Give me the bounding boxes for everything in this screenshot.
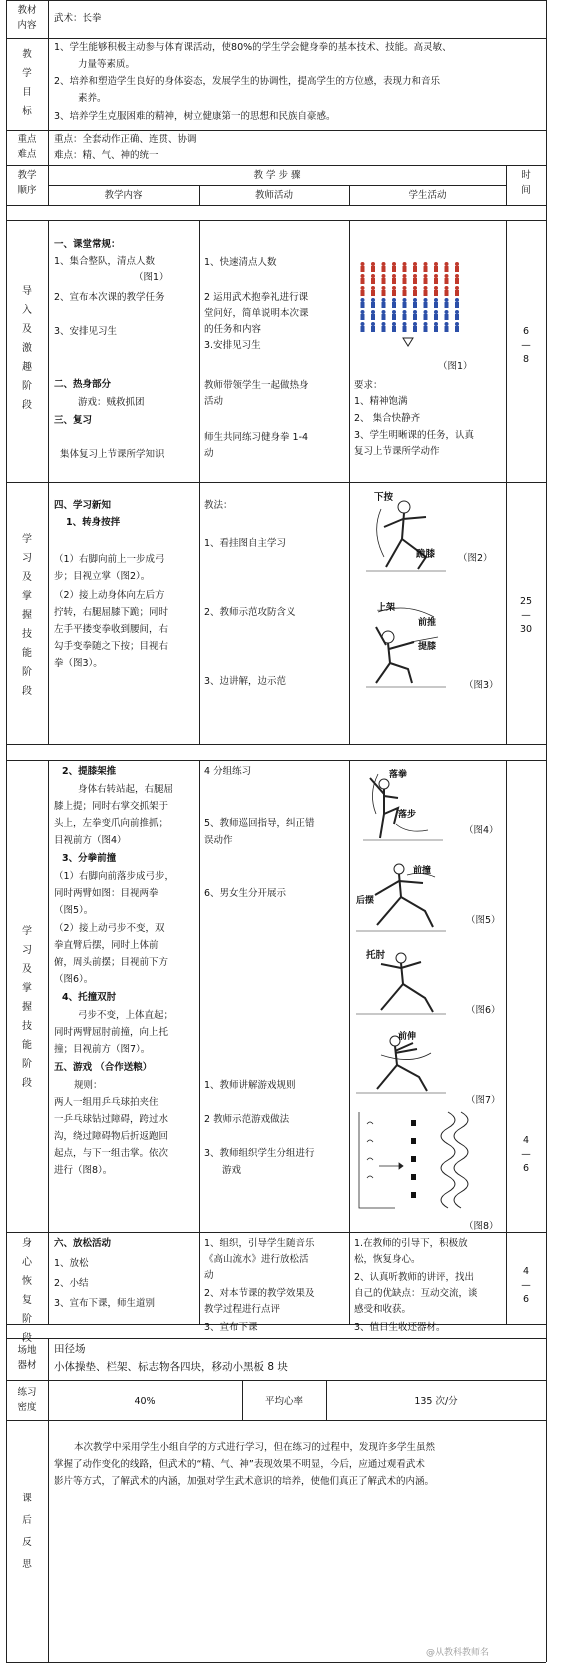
student-icon [371,262,375,266]
student-body [445,278,449,284]
objective-line: 1、学生能够积极主动参与体育课活动，使80%的学生学会健身拳的基本技术、技能。高灵敏、 [54,42,452,53]
content-line: 进行（图8）。 [54,1165,113,1176]
student-icon [403,298,407,302]
content-line: 同时两臂屈肘前撞，向上托 [54,1027,169,1038]
teacher-line: 4 分组练习 [204,766,252,777]
teacher-line: 5、教师巡回指导，纠正错 [204,818,315,829]
student-body [371,266,375,272]
student-body [382,278,386,284]
fig5-label: 前撞 [413,866,432,876]
teacher-line: 教法： [204,500,233,511]
student-body [445,290,449,296]
order-label: 教学 顺序 [17,170,37,196]
content-line: 3、分拳前撞 [62,853,117,864]
teacher-line: 误动作 [204,835,233,846]
teacher-line: 3、宣布下课 [204,1322,258,1333]
content-line: 膝上提；同时右掌交抓架于 [54,801,169,812]
col-content-header: 教学内容 [104,190,143,201]
student-line: 复习上节课所学动作 [354,446,440,457]
student-body [371,290,375,296]
student-icon [413,274,417,278]
game-layout-figure [353,1108,503,1218]
student-icon [434,298,438,302]
student-icon [392,286,396,290]
content-line: （2）接上动弓步不变，双 [54,923,165,934]
teacher-line: 2、对本节课的教学效果及 [204,1288,315,1299]
time-intro: 6 — 8 [521,326,531,365]
teacher-line: 1、快速清点人数 [204,257,277,268]
student-icon [424,298,428,302]
time-label: 时 间 [521,170,531,196]
student-icon [371,286,375,290]
formation-figure [356,258,466,348]
teacher-line: 教师带领学生一起做热身 [204,380,309,391]
student-body [403,302,407,308]
student-body [403,278,407,284]
student-icon [424,310,428,314]
content-line: 集体复习上节课所学知识 [60,449,165,460]
content-line: 2、小结 [54,1278,89,1289]
student-body [413,290,417,296]
student-line: 自己的优缺点：互动交流，谈 [354,1288,478,1299]
student-icon [424,322,428,326]
student-body [434,278,438,284]
teacher-line: 3、边讲解，边示范 [204,676,287,687]
teacher-line: 1、教师讲解游戏规则 [204,1080,296,1091]
student-icon [445,310,449,314]
content-line: 六、放松活动 [54,1238,112,1249]
student-body [455,326,459,332]
content-line: （图5）。 [54,905,94,916]
stage-label-learning-1: 学习及掌握技能阶段 [22,534,32,697]
content-line: 游戏：贼救抓团 [78,397,145,408]
content-line: 3、宣布下课，师生道别 [54,1298,156,1309]
student-body [371,278,375,284]
student-body [361,326,365,332]
student-body [392,290,396,296]
student-icon [382,310,386,314]
student-icon [361,286,365,290]
venue-line-1: 田径场 [54,1343,86,1355]
content-line: 弓步不变，上体直起； [78,1010,174,1021]
student-icon [392,322,396,326]
content-line: （1）右脚向前落步成弓步， [54,871,175,882]
content-line: 勾手变拳随之下按；目视右 [54,641,169,652]
time-recovery: 4 — 6 [521,1266,531,1305]
student-body [413,314,417,320]
figure-2-caption: （图2） [458,553,493,564]
student-body [424,290,428,296]
content-line: 一乒乓球钻过障碍，跨过水 [54,1114,169,1125]
content-line: （1）右脚向前上一步成弓 [54,554,165,565]
venue-label: 场地 器材 [17,1345,37,1371]
student-icon [392,298,396,302]
student-body [413,302,417,308]
content-line: 4、托撞双肘 [62,992,117,1003]
fig7-label: 前伸 [398,1032,417,1042]
student-icon [371,322,375,326]
content-line: 头上，左拳变爪向前推抓； [54,818,169,829]
student-icon [424,286,428,290]
figure-7-caption: （图7） [466,1095,501,1106]
student-body [361,266,365,272]
student-icon [382,262,386,266]
teacher-line: 2 教师示范游戏做法 [204,1114,290,1125]
student-line: 2、认真听教师的讲评，找出 [354,1272,475,1283]
student-icon [361,262,365,266]
reflection-label: 课 后 反 思 [22,1493,32,1570]
student-icon [371,310,375,314]
wushu-figure-2 [356,487,451,577]
content-line: 二、热身部分 [54,379,112,390]
content-line: 规则： [74,1080,103,1091]
student-body [424,266,428,272]
content-line: 拧转，右腿屈膝下跪；同时 [54,607,169,618]
content-line: 起点，与下一组击掌。依次 [54,1148,169,1159]
student-icon [371,274,375,278]
student-body [382,266,386,272]
density-value: 40% [134,1396,156,1407]
student-line: 3、值日生收还器材。 [354,1322,446,1333]
reflection-line: 影片等方式，了解武术的内涵，加强对学生武术意识的培养，使他们真正了解武术的内涵。 [54,1476,435,1487]
content-line: 四、学习新知 [54,500,112,511]
student-icon [434,310,438,314]
student-icon [434,262,438,266]
student-icon [445,286,449,290]
stage-label-intro: 导入及激趣阶段 [22,286,32,411]
student-icon [403,274,407,278]
content-line: （图6）。 [54,974,94,985]
teacher-line: 2、教师示范攻防含义 [204,607,296,618]
student-icon [455,262,459,266]
student-body [403,326,407,332]
student-body [424,278,428,284]
student-body [413,278,417,284]
teacher-line: 的任务和内容 [204,324,262,335]
teacher-line: 1、组织，引导学生随音乐 [204,1238,315,1249]
student-icon [455,322,459,326]
student-body [455,278,459,284]
heart-rate-value: 135 次/分 [414,1396,458,1407]
content-line: 身体右转站起，右腿屈 [78,784,174,795]
student-line: 2、 集合快静齐 [354,413,421,424]
student-icon [445,298,449,302]
student-icon [455,274,459,278]
student-icon [445,322,449,326]
fig5-label: 后摆 [356,896,375,906]
figure-4-caption: （图4） [464,825,499,836]
content-line: 1、转身按拌 [66,517,121,528]
student-body [361,314,365,320]
student-body [361,290,365,296]
teacher-line: 堂问好，简单说明本次课 [204,308,309,319]
content-line: 拳直臂后摆，同时上体前 [54,940,159,951]
teacher-line: 活动 [204,396,224,407]
student-body [424,302,428,308]
student-icon [382,286,386,290]
content-line: 2、提膝架推 [62,766,117,777]
content-line: 两人一组用乒乓球拍夹住 [54,1097,159,1108]
teacher-triangle-icon [403,338,413,346]
figure-6-caption: （图6） [466,1005,501,1016]
steps-title: 教 学 步 骤 [253,170,301,181]
content-line: 目视前方（图4） [54,835,127,846]
student-body [413,326,417,332]
fig3-label: 提膝 [418,642,437,652]
reflection-line: 本次教学中采用学生小组自学的方式进行学习，但在练习的过程中，发现许多学生虽然 [74,1442,436,1453]
student-icon [413,322,417,326]
reflection-line: 掌握了动作变化的线路，但武术的“精、气、神”表现效果不明显，今后，应通过观看武术 [54,1459,425,1470]
watermark: @从教科教师名 [426,1648,490,1658]
student-icon [382,322,386,326]
content-line: 左手平搂变拳收到腰间，右 [54,624,169,635]
student-line: 1.在教师的引导下，积极放 [354,1238,468,1249]
key-point: 重点：全套动作正确、连贯、协调 [54,134,197,145]
time-learning-1: 25 — 30 [519,596,533,635]
student-body [361,278,365,284]
teacher-line: 游戏 [222,1165,242,1176]
student-body [371,302,375,308]
teacher-line: 《高山流水》进行放松活 [204,1254,309,1265]
student-body [382,290,386,296]
student-icon [413,310,417,314]
figure-5-caption: （图5） [466,915,501,926]
student-icon [455,286,459,290]
figure-3-caption: （图3） [464,680,499,691]
student-body [434,314,438,320]
venue-line-2: 小体操垫、栏架、标志物各四块，移动小黑板 8 块 [54,1361,288,1373]
student-icon [413,298,417,302]
student-icon [392,310,396,314]
teacher-line: 师生共同练习健身拳 1-4 [204,432,309,443]
fig3-label: 前推 [418,618,437,628]
student-body [403,266,407,272]
wushu-figure-3 [356,597,451,692]
student-icon [445,274,449,278]
student-body [403,314,407,320]
objective-line: 2、培养和塑造学生良好的身体姿态，发展学生的协调性，提高学生的方位感，表现力和音乐 [54,76,441,87]
content-line: 俯，周头前摆；目视前下方 [54,957,169,968]
student-body [455,290,459,296]
time-learning-2: 4 — 6 [521,1135,531,1174]
material-label: 教材 内容 [17,5,37,31]
fig2-label: 下按 [374,492,394,503]
figure-1-caption: （图1） [438,361,473,372]
content-line: 同时两臂如图：目视两拳 [54,888,159,899]
student-body [445,302,449,308]
content-line: 三、复习 [54,415,93,426]
student-icon [455,298,459,302]
objective-line: 力量等素质。 [78,59,136,70]
student-icon [434,274,438,278]
student-body [445,314,449,320]
student-line: 要求： [354,380,383,391]
content-line: 1、集合整队，清点人数 [54,256,156,267]
student-body [445,266,449,272]
student-icon [371,298,375,302]
stage-label-learning-2: 学习及掌握技能阶段 [22,926,32,1089]
difficulty: 难点：精、气、神的统一 [54,150,159,161]
student-body [392,266,396,272]
content-line: 撞；目视前方（图7）。 [54,1044,151,1055]
student-icon [382,298,386,302]
objective-line: 3、培养学生克服困难的精神，树立健康第一的思想和民族自豪感。 [54,111,336,122]
student-body [382,314,386,320]
fig6-label: 托肘 [366,950,386,961]
student-icon [361,298,365,302]
student-body [392,326,396,332]
fig4-label: 落拳 [389,770,408,780]
content-line: 沟，绕过障碍物后折返跑回 [54,1131,169,1142]
objectives-label: 教 学 目 标 [22,49,32,117]
student-icon [361,274,365,278]
objective-line: 素养。 [78,93,107,104]
student-body [361,302,365,308]
content-line: 1、放松 [54,1258,89,1269]
student-body [445,326,449,332]
student-body [434,266,438,272]
student-body [371,326,375,332]
col-teacher-header: 教师活动 [254,190,293,201]
figure-8-caption: （图8） [464,1221,499,1232]
student-icon [445,262,449,266]
student-line: 1、精神饱满 [354,396,408,407]
student-icon [424,274,428,278]
student-icon [361,310,365,314]
student-line: 松，恢复身心。 [354,1254,421,1265]
heart-rate-label: 平均心率 [264,1396,303,1407]
student-body [403,290,407,296]
student-body [382,326,386,332]
student-body [424,314,428,320]
stage-label-recovery: 身心恢复阶段 [22,1238,32,1344]
student-body [424,326,428,332]
student-body [382,302,386,308]
student-icon [413,286,417,290]
student-icon [403,262,407,266]
teacher-line: 6、男女生分开展示 [204,888,287,899]
student-body [392,278,396,284]
student-icon [413,262,417,266]
teacher-line: 1、看挂图自主学习 [204,538,287,549]
teacher-line: 动 [204,1270,214,1281]
student-icon [382,274,386,278]
student-icon [361,322,365,326]
student-icon [455,310,459,314]
student-body [413,266,417,272]
content-line: （2）接上动身体向左后方 [54,590,165,601]
student-body [392,302,396,308]
teacher-line: 3.安排见习生 [204,340,261,351]
student-icon [424,262,428,266]
fig3-label: 上架 [377,603,396,613]
content-line: 2、宣布本次课的教学任务 [54,292,165,303]
teacher-line: 动 [204,448,214,459]
student-icon [403,310,407,314]
content-line: 步；目视立掌（图2）。 [54,571,151,582]
content-line: 拳（图3）。 [54,658,103,669]
fig4-label: 落步 [398,810,417,820]
density-label: 练习 密度 [17,1387,37,1413]
fig2-label: 跪膝 [416,549,436,560]
content-line: 3、安排见习生 [54,326,118,337]
student-body [434,326,438,332]
student-icon [434,286,438,290]
teacher-line: 2 运用武术抱拳礼进行课 [204,292,309,303]
student-icon [403,286,407,290]
content-line: 五、游戏 （合作送粮） [54,1062,153,1073]
student-line: 感受和收获。 [354,1304,412,1315]
col-student-header: 学生活动 [408,190,447,201]
student-body [455,314,459,320]
student-body [434,302,438,308]
student-icon [392,262,396,266]
student-body [455,266,459,272]
student-icon [403,322,407,326]
student-body [434,290,438,296]
material-value: 武术：长拳 [54,13,102,24]
content-line: （图1） [134,272,169,283]
key-label: 重点 难点 [17,134,37,160]
student-body [371,314,375,320]
content-line: 一、课堂常规： [54,239,121,250]
student-icon [392,274,396,278]
student-body [455,302,459,308]
student-icon [434,322,438,326]
student-body [392,314,396,320]
student-line: 3、学生明晰课的任务，认真 [354,430,475,441]
teacher-line: 教学过程进行点评 [204,1304,281,1315]
teacher-line: 3、教师组织学生分组进行 [204,1148,315,1159]
